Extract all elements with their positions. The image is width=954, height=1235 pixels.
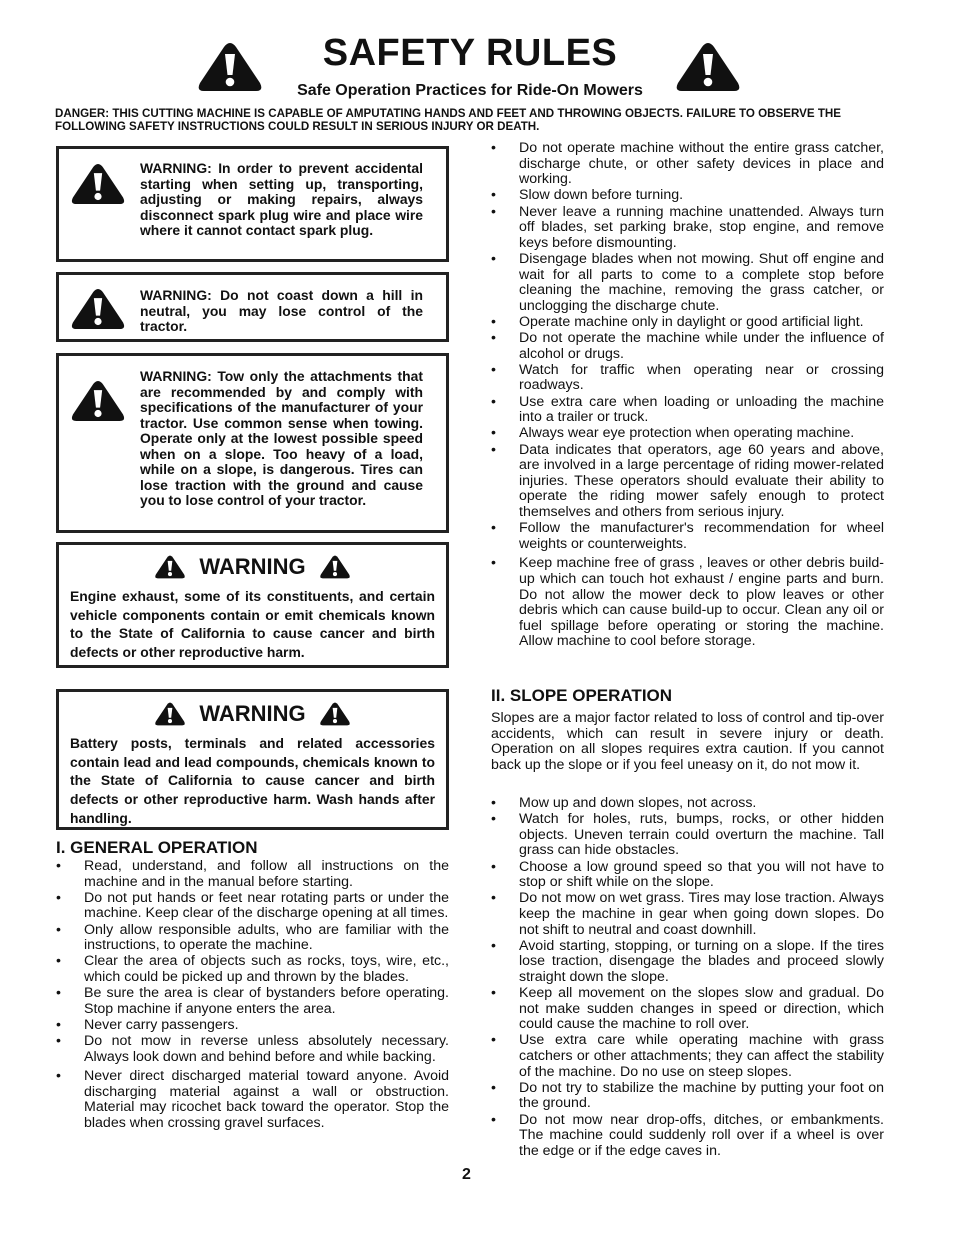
list-item: • Keep machine free of grass , leaves or other debris build-up which can touch hot exhaust / engine parts and burn. Do not allow the mower deck to plow leaves or other debris which can cause build-up to occur. Clean any oil or fuel spillage before operating or storing the machine. Allow machine to cool before storage. [491, 556, 884, 650]
danger-statement: DANGER: THIS CUTTING MACHINE IS CAPABLE OF AMPUTATING HANDS AND FEET AND THROWING OBJECTS. FAILURE TO OBSERVE THE FOLLOWING SAFETY INSTRUCTIONS COULD RESULT IN SERIOUS INJURY OR DEATH. [55, 107, 842, 133]
list-item: • Clear the area of objects such as rocks, toys, wire, etc., which could be picked up and thrown by the blades. [56, 954, 449, 985]
list-item: • Never leave a running machine unattended. Always turn off blades, set parking brake, stop engine, and remove keys before dismounting. [491, 205, 884, 252]
list-item: • Follow the manufacturer's recommendation for wheel weights or counterweights. [491, 521, 884, 552]
warning-box-towing [56, 353, 449, 533]
list-item: • Use extra care when loading or unloading the machine into a trailer or truck. [491, 395, 884, 426]
list-item: • Do not mow in reverse unless absolutely necessary. Always look down and behind before and while backing. [56, 1034, 449, 1065]
list-item: • Do not try to stabilize the machine by putting your foot on the ground. [491, 1081, 884, 1112]
warning-triangle-icon [68, 282, 128, 336]
list-item: • Do not operate machine without the entire grass catcher, discharge chute, or other safety devices in place and working. [491, 141, 884, 188]
list-item: • Never carry passengers. [56, 1018, 449, 1034]
slope-intro: Slopes are a major factor related to loss of control and tip-over accidents, which can result in severe injury or death. Operation on all slopes requires extra caution. If you cannot back up the slope or if you feel uneasy on it, do not mow it. [491, 710, 884, 773]
warning-label: WARNING [199, 701, 306, 726]
list-item: • Watch for traffic when operating near or crossing roadways. [491, 363, 884, 394]
list-item: • Do not put hands or feet near rotating parts or under the machine. Keep clear of the discharge opening at all times. [56, 891, 449, 922]
section-heading-general: I. GENERAL OPERATION [56, 838, 258, 857]
slope-operation-list [491, 796, 884, 1160]
warning-text: WARNING: Do not coast down a hill in neutral, you may lose control of the tractor. [140, 287, 423, 334]
list-item: • Do not operate the machine while under the influence of alcohol or drugs. [491, 331, 884, 362]
prop65-warning-battery [56, 689, 449, 830]
list-item: • Only allow responsible adults, who are familiar with the instructions, to operate the machine. [56, 923, 449, 954]
list-item: • Use extra care while operating machine with grass catchers or other attachments; they can affect the stability of the machine. Do no use on steep slopes. [491, 1033, 884, 1080]
warning-text: Engine exhaust, some of its constituents, and certain vehicle components contain or emit chemicals known to the State of California to cause cancer and birth defects or other reproductive harm. [70, 588, 435, 661]
page-subtitle: Safe Operation Practices for Ride-On Mowers [297, 82, 643, 99]
list-item: • Choose a low ground speed so that you will not have to stop or shift while on the slope. [491, 860, 884, 891]
list-item: • Keep all movement on the slopes slow and gradual. Do not make sudden changes in speed or direction, which could cause the machine to roll over. [491, 986, 884, 1033]
warning-label: WARNING [199, 554, 306, 579]
prop65-warning-exhaust [56, 542, 449, 668]
list-item: • Do not mow on wet grass. Tires may lose traction. Always keep the machine in gear when going down slopes. Do not shift to neutral and coast downhill. [491, 891, 884, 938]
list-item: • Watch for holes, ruts, bumps, rocks, or other hidden objects. Uneven terrain could overturn the machine. Tall grass can hide obstacles. [491, 812, 884, 859]
page-title: SAFETY RULES [322, 32, 618, 74]
warning-box-spark-plug [56, 146, 449, 262]
list-item: • Avoid starting, stopping, or turning on a slope. If the tires lose traction, disengage the blades and proceed slowly straight down the slope. [491, 939, 884, 986]
list-item: • Be sure the area is clear of bystanders before operating. Stop machine if anyone enters the area. [56, 986, 449, 1017]
warning-triangle-icon [153, 699, 187, 729]
section-heading-slope: II. SLOPE OPERATION [491, 686, 673, 705]
warning-triangle-icon [318, 699, 352, 729]
warning-triangle-icon [68, 374, 128, 428]
list-item: • Do not mow near drop-offs, ditches, or embankments. The machine could suddenly roll over if a wheel is over the edge or if the edge caves in. [491, 1113, 884, 1160]
list-item: • Operate machine only in daylight or good artificial light. [491, 315, 884, 331]
list-item: • Always wear eye protection when operating machine. [491, 426, 884, 442]
general-operation-list-continued [491, 141, 884, 651]
list-item: • Slow down before turning. [491, 188, 884, 204]
list-item: • Never direct discharged material toward anyone. Avoid discharging material against a wall or obstruction. Material may ricochet back toward the operator. Stop the blades when crossing gravel surfaces. [56, 1069, 449, 1131]
list-item: • Disengage blades when not mowing. Shut off engine and wait for all parts to come to a complete stop before cleaning the machine, removing the grass catcher, or unclogging the discharge chute. [491, 252, 884, 314]
warning-text: WARNING: In order to prevent accidental starting when setting up, transporting, adjusting or making repairs, always disconnect spark plug wire and place wire where it cannot contact spark plug. [140, 160, 423, 238]
list-item: • Data indicates that operators, age 60 years and above, are involved in a large percentage of riding mower-related injuries. These operators should evaluate their ability to operate the riding mower safely enough to protect themselves and others from serious injury. [491, 443, 884, 521]
warning-triangle-icon [318, 552, 352, 582]
warning-triangle-icon [153, 552, 187, 582]
list-item: • Mow up and down slopes, not across. [491, 796, 884, 812]
list-item: • Read, understand, and follow all instructions on the machine and in the manual before starting. [56, 859, 449, 890]
warning-box-coast-hill [56, 272, 449, 342]
general-operation-list [56, 859, 449, 1132]
page-number: 2 [462, 1166, 471, 1183]
warning-text: WARNING: Tow only the attachments that are recommended by and comply with specifications of the manufacturer of your tractor. Use common sense when towing. Operate only at the lowest possible speed when on a slope. Too heavy of a load, while on a slope, is dangerous. Tires can lose traction with the ground and cause you to lose control of your tractor. [140, 368, 423, 508]
warning-text: Battery posts, terminals and related accessories contain lead and lead compounds, chemicals known to the State of California to cause cancer and birth defects or other reproductive harm. Wash hands after handling. [70, 735, 435, 826]
warning-triangle-icon [68, 157, 128, 211]
